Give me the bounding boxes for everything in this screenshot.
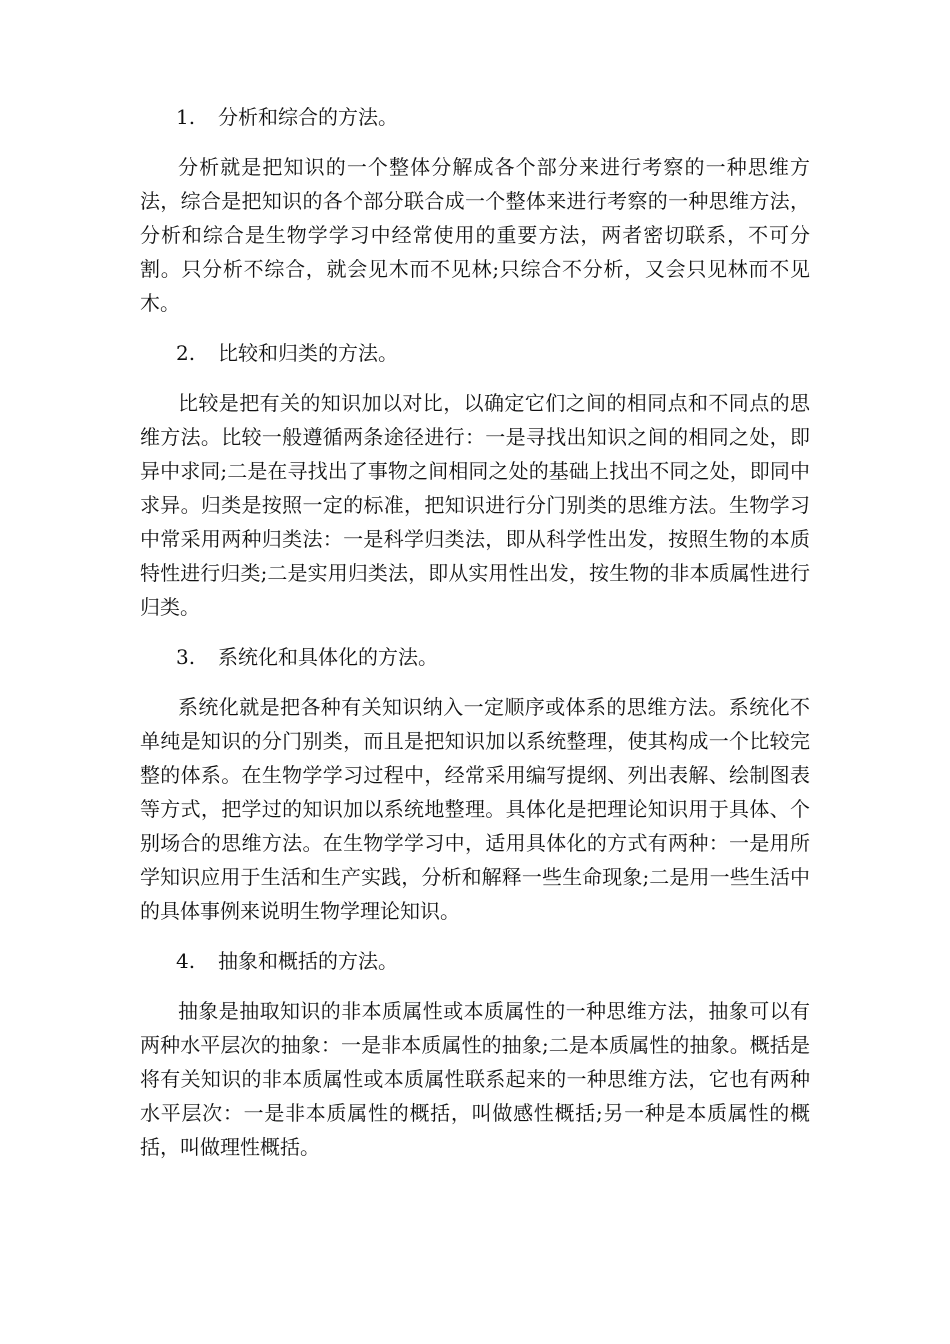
section-number: 4. — [176, 949, 196, 973]
section-paragraph: 抽象是抽取知识的非本质属性或本质属性的一种思维方法，抽象可以有两种水平层次的抽象：一是非本质属性的抽象;二是本质属性的抽象。概括是将有关知识的非本质属性或本质属性联系起来的一种思维方法，它也有两种水平层次：一是非本质属性的概括，叫做感性概括;另一种是本质属性的概括，叫做理性概括。 — [140, 999, 810, 1159]
section-4 — [140, 944, 810, 1164]
document-body — [140, 100, 810, 1180]
section-heading — [140, 944, 810, 978]
section-number: 2. — [176, 341, 196, 365]
section-number: 1. — [176, 105, 196, 129]
section-title: 系统化和具体化的方法。 — [218, 645, 438, 669]
section-2 — [140, 336, 810, 624]
section-title: 分析和综合的方法。 — [218, 105, 398, 129]
section-3 — [140, 640, 810, 928]
section-1 — [140, 100, 810, 320]
section-heading — [140, 336, 810, 370]
section-number: 3. — [176, 645, 196, 669]
section-title: 比较和归类的方法。 — [218, 341, 398, 365]
section-title: 抽象和概括的方法。 — [218, 949, 398, 973]
section-heading — [140, 640, 810, 674]
section-paragraph: 系统化就是把各种有关知识纳入一定顺序或体系的思维方法。系统化不单纯是知识的分门别类，而且是把知识加以系统整理，使其构成一个比较完整的体系。在生物学学习过程中，经常采用编写提纲、列出表解、绘制图表等方式，把学过的知识加以系统地整理。具体化是把理论知识用于具体、个别场合的思维方法。在生物学学习中，适用具体化的方式有两种：一是用所学知识应用于生活和生产实践，分析和解释一些生命现象;二是用一些生活中的具体事例来说明生物学理论知识。 — [140, 695, 810, 923]
section-paragraph: 分析就是把知识的一个整体分解成各个部分来进行考察的一种思维方法，综合是把知识的各个部分联合成一个整体来进行考察的一种思维方法，分析和综合是生物学学习中经常使用的重要方法，两者密切联系，不可分割。只分析不综合，就会见木而不见林;只综合不分析，又会只见林而不见木。 — [140, 155, 810, 315]
section-paragraph: 比较是把有关的知识加以对比，以确定它们之间的相同点和不同点的思维方法。比较一般遵循两条途径进行：一是寻找出知识之间的相同之处，即异中求同;二是在寻找出了事物之间相同之处的基础上找出不同之处，即同中求异。归类是按照一定的标准，把知识进行分门别类的思维方法。生物学习中常采用两种归类法：一是科学归类法，即从科学性出发，按照生物的本质特性进行归类;二是实用归类法，即从实用性出发，按生物的非本质属性进行归类。 — [140, 391, 810, 619]
section-heading — [140, 100, 810, 134]
